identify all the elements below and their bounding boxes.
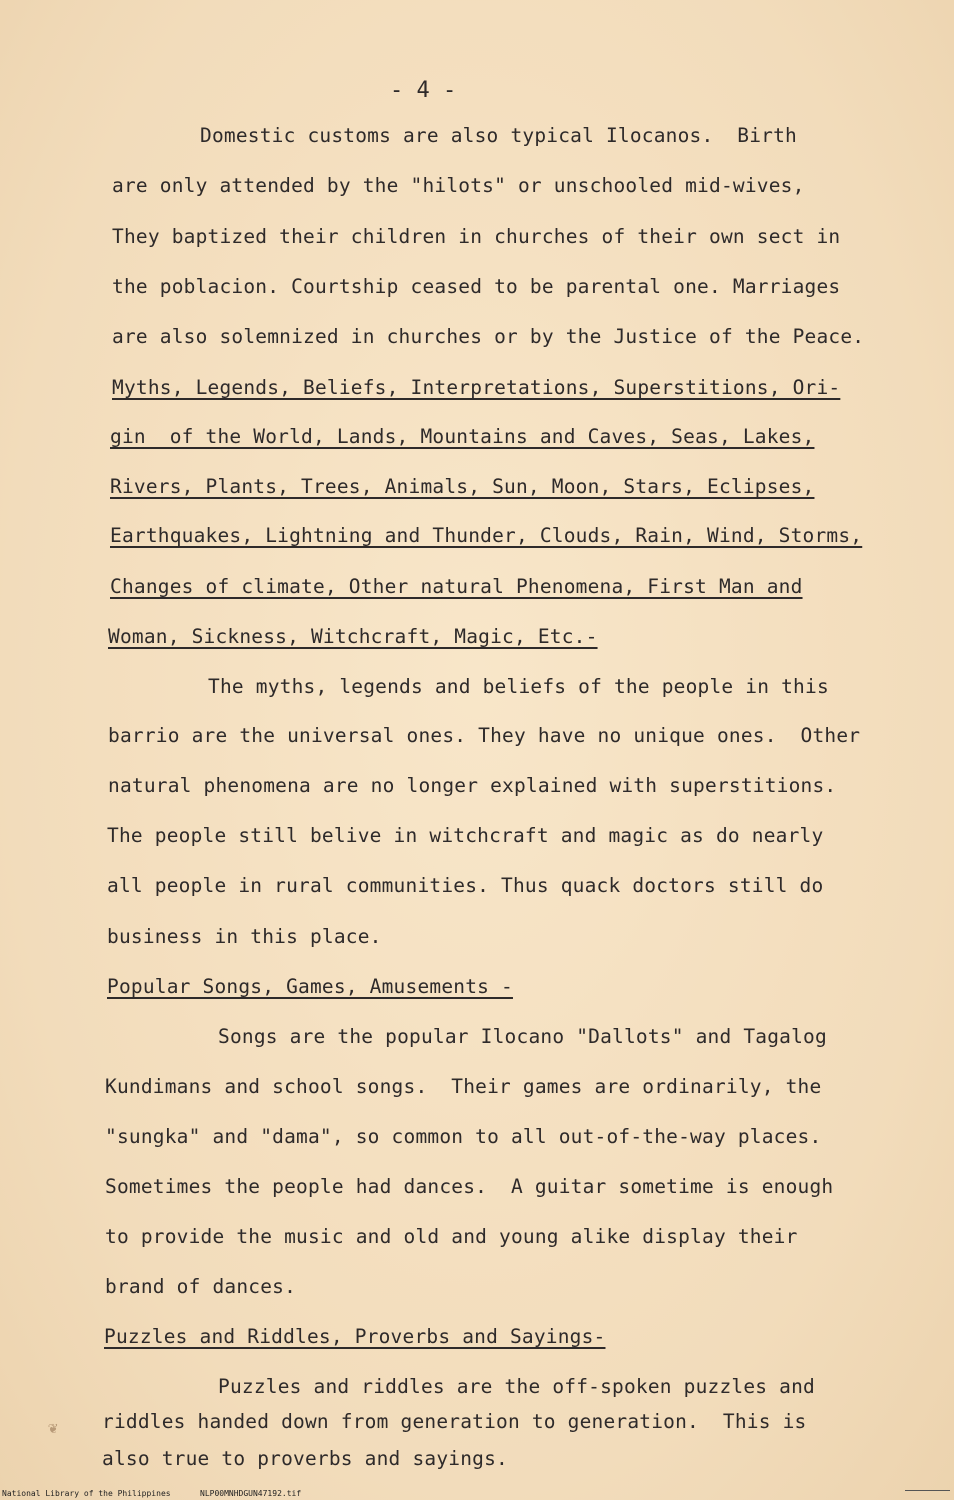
text-line: business in this place. [107, 925, 382, 948]
text-line: Puzzles and riddles are the off-spoken puzzles and [218, 1375, 815, 1398]
heading-line: Myths, Legends, Beliefs, Interpretations, Superstitions, Ori- [112, 376, 841, 399]
heading-line: Puzzles and Riddles, Proverbs and Sayings- [104, 1325, 606, 1348]
text-line: "sungka" and "dama", so common to all out-of-the-way places. [105, 1125, 822, 1148]
footer-library: National Library of the Philippines [2, 1489, 171, 1498]
text-line: Domestic customs are also typical Ilocanos. Birth [200, 124, 797, 147]
text-line: the poblacion. Courtship ceased to be parental one. Marriages [112, 275, 841, 298]
text-line: barrio are the universal ones. They have no unique ones. Other [108, 724, 861, 747]
text-line: to provide the music and old and young alike display their [105, 1225, 798, 1248]
text-line: all people in rural communities. Thus quack doctors still do [107, 874, 824, 897]
page-number: - 4 - [390, 78, 457, 103]
text-line: Sometimes the people had dances. A guitar sometime is enough [105, 1175, 834, 1198]
text-line: brand of dances. [105, 1275, 297, 1298]
text-line: Songs are the popular Ilocano "Dallots" and Tagalog [218, 1025, 827, 1048]
heading-line: Earthquakes, Lightning and Thunder, Clouds, Rain, Wind, Storms, [110, 524, 863, 547]
text-line: The myths, legends and beliefs of the people in this [208, 675, 829, 698]
text-line: are also solemnized in churches or by the Justice of the Peace. [112, 325, 865, 348]
heading-line: gin of the World, Lands, Mountains and Caves, Seas, Lakes, [110, 425, 815, 448]
text-line: Kundimans and school songs. Their games are ordinarily, the [105, 1075, 822, 1098]
text-line: natural phenomena are no longer explained with superstitions. [108, 774, 837, 797]
text-line: The people still belive in witchcraft and magic as do nearly [107, 824, 824, 847]
heading-line: Popular Songs, Games, Amusements - [107, 975, 513, 998]
footer-filename: NLP00MNHDGUN47192.tif [200, 1489, 302, 1498]
text-line: They baptized their children in churches of their own sect in [112, 225, 841, 248]
text-line: also true to proverbs and sayings. [102, 1447, 508, 1470]
edge-line [905, 1490, 950, 1491]
heading-line: Woman, Sickness, Witchcraft, Magic, Etc.- [108, 625, 598, 648]
heading-line: Changes of climate, Other natural Phenomena, First Man and [110, 575, 803, 598]
text-line: are only attended by the "hilots" or unschooled mid-wives, [112, 174, 805, 197]
text-line: riddles handed down from generation to generation. This is [102, 1410, 807, 1433]
stain-mark: ❦ [48, 1418, 58, 1437]
heading-line: Rivers, Plants, Trees, Animals, Sun, Moon, Stars, Eclipses, [110, 475, 815, 498]
